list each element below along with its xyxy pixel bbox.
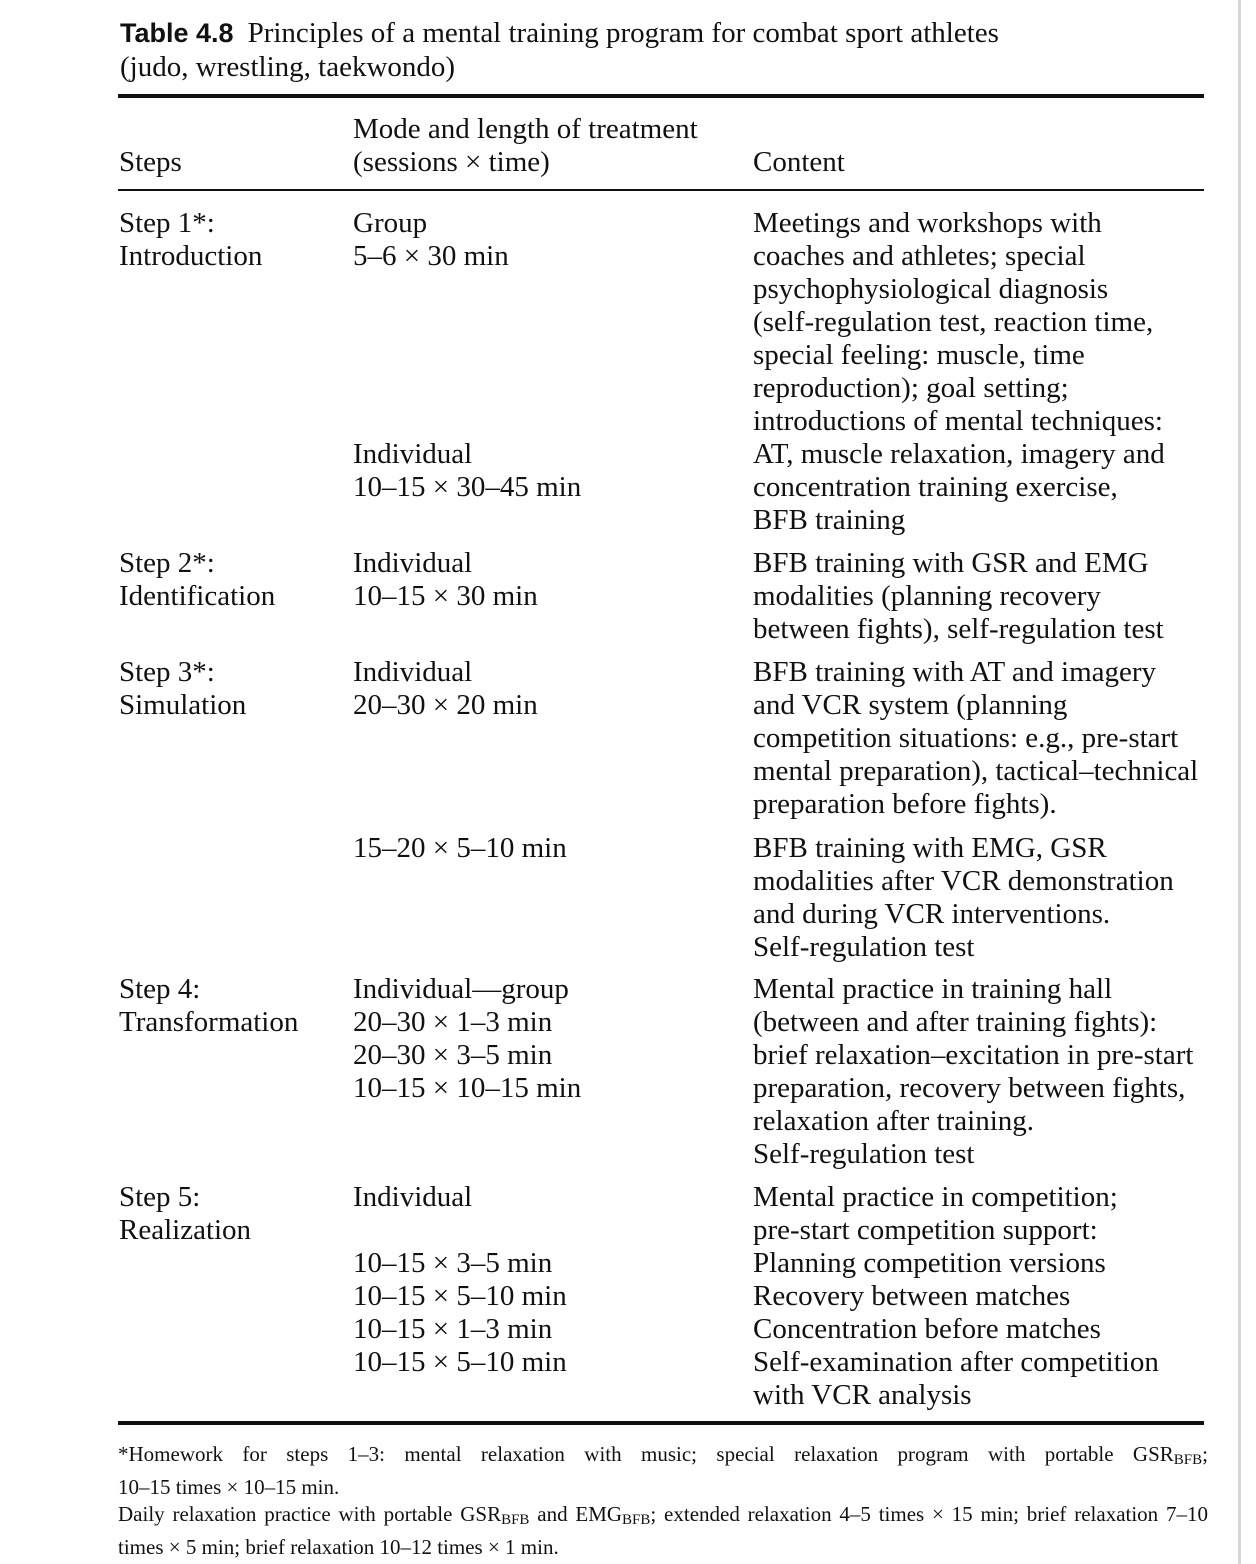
step-3-mode-b [353,832,567,865]
step-label: Step 5: [119,1181,201,1213]
step-1-content [753,207,1165,537]
content-line: brief relaxation–excitation in pre-start [753,1039,1194,1071]
content-line: psychophysiological diagnosis [753,273,1109,305]
content-line: Self-regulation test [753,931,975,963]
content-line: competition situations: e.g., pre-start [753,722,1179,754]
mode-line: Individual [353,656,473,688]
content-line: (between and after training fights): [753,1006,1158,1038]
content-line: between fights), self-regulation test [753,613,1164,645]
content-line: BFB training [753,504,906,536]
mode-line: 10–15 × 30–45 min [353,471,582,503]
footnote-2 [118,1501,1208,1561]
step-5-content [753,1181,1159,1412]
step-name: Introduction [119,240,263,272]
mode-line: 10–15 × 5–10 min [353,1280,567,1312]
content-line: Planning competition versions [753,1247,1106,1279]
content-line: relaxation after training. [753,1105,1035,1137]
mode-line: 20–30 × 3–5 min [353,1039,553,1071]
content-line: Meetings and workshops with [753,207,1102,239]
mode-line: 10–15 × 1–3 min [353,1313,553,1345]
content-line: and VCR system (planning [753,689,1068,721]
step-3-content-a [753,656,1198,821]
content-line: preparation before fights). [753,788,1057,820]
step-1-cell [119,207,262,273]
mode-line: 5–6 × 30 min [353,240,509,272]
step-name: Transformation [119,1006,299,1038]
footnote-text: Daily relaxation practice with portable GSR [118,1502,502,1526]
step-3-cell [119,656,246,722]
content-line: special feeling: muscle, time [753,339,1085,371]
step-name: Simulation [119,689,247,721]
content-line: (self-regulation test, reaction time, [753,306,1154,338]
page-edge-shadow [1238,0,1241,1564]
content-line: coaches and athletes; special [753,240,1086,272]
header-rule [118,189,1204,191]
step-2-content [753,547,1164,646]
table-footnotes [118,1441,1208,1561]
footnote-text: ; extended relaxation 4–5 times × 15 min; brief relaxation 7–10 times × 5 min; brief relaxation 10–12 times × 1 min. [118,1502,1208,1559]
footnote-subscript: BFB [501,1512,530,1528]
content-line: modalities after VCR demonstration [753,865,1174,897]
table-title: Principles of a mental training program for combat sport athletes [247,17,999,49]
mode-line: 20–30 × 1–3 min [353,1006,553,1038]
footnote-1-continued: 10–15 times × 10–15 min. [118,1475,340,1499]
table-label: Table 4.8 [120,18,234,48]
content-line: AT, muscle relaxation, imagery and [753,438,1165,470]
content-line: Mental practice in training hall [753,973,1113,1005]
footnote-subscript: BFB [1173,1452,1203,1468]
footnote-text: ; [1202,1442,1208,1466]
step-3-content-b [753,832,1174,964]
table-caption [120,16,1200,84]
content-line: BFB training with GSR and EMG [753,547,1149,579]
step-2-mode [353,547,538,613]
content-line: modalities (planning recovery [753,580,1101,612]
content-line: concentration training exercise, [753,471,1118,503]
step-1-mode-individual [353,438,581,504]
content-line: and during VCR interventions. [753,898,1111,930]
step-label: Step 1*: [119,207,215,239]
content-line: Self-examination after competition [753,1346,1159,1378]
content-line: introductions of mental techniques: [753,405,1163,437]
step-2-cell [119,547,275,613]
step-4-content [753,973,1193,1171]
header-mode [353,113,698,179]
content-line: with VCR analysis [753,1379,972,1411]
step-4-cell [119,973,298,1039]
footnote-subscript: BFB [622,1512,651,1528]
content-line: Concentration before matches [753,1313,1101,1345]
step-label: Step 4: [119,973,201,1005]
content-line: preparation, recovery between fights, [753,1072,1186,1104]
step-label: Step 3*: [119,656,215,688]
mode-line: Group [353,207,428,239]
header-content: Content [753,146,845,178]
content-line: reproduction); goal setting; [753,372,1069,404]
content-line: pre-start competition support: [753,1214,1098,1246]
step-4-mode [353,973,581,1105]
step-5-cell [119,1181,251,1247]
mode-line: 10–15 × 10–15 min [353,1072,582,1104]
footnote-text: and EMG [529,1502,623,1526]
mode-line: 10–15 × 3–5 min [353,1247,553,1279]
step-name: Realization [119,1214,252,1246]
content-line: Recovery between matches [753,1280,1071,1312]
mode-line: 10–15 × 30 min [353,580,538,612]
header-steps: Steps [119,146,182,178]
content-line: Self-regulation test [753,1138,975,1170]
header-mode-line-2: (sessions × time) [353,146,550,178]
step-name: Identification [119,580,276,612]
mode-line: Individual—group [353,973,569,1005]
mode-line: 10–15 × 5–10 min [353,1346,567,1378]
step-label: Step 2*: [119,547,215,579]
mode-line: Individual [353,1181,473,1213]
step-5-mode-b [353,1247,567,1379]
step-5-mode-a [353,1181,472,1214]
mode-line: 15–20 × 5–10 min [353,832,567,864]
content-line: BFB training with EMG, GSR [753,832,1107,864]
bottom-rule [118,1421,1204,1425]
top-rule [118,94,1204,98]
footnote-1 [118,1441,1208,1474]
caption-line-1 [120,16,1200,50]
mode-line: Individual [353,438,473,470]
step-3-mode-a [353,656,538,722]
mode-line: Individual [353,547,473,579]
content-line: mental preparation), tactical–technical [753,755,1199,787]
header-mode-line-1: Mode and length of treatment [353,113,698,145]
footnote-text: *Homework for steps 1–3: mental relaxation with music; special relaxation program with portable GSR [118,1442,1174,1466]
mode-line: 20–30 × 20 min [353,689,538,721]
caption-line-2: (judo, wrestling, taekwondo) [120,51,456,83]
content-line: BFB training with AT and imagery [753,656,1157,688]
step-1-mode-group [353,207,509,273]
content-line: Mental practice in competition; [753,1181,1118,1213]
